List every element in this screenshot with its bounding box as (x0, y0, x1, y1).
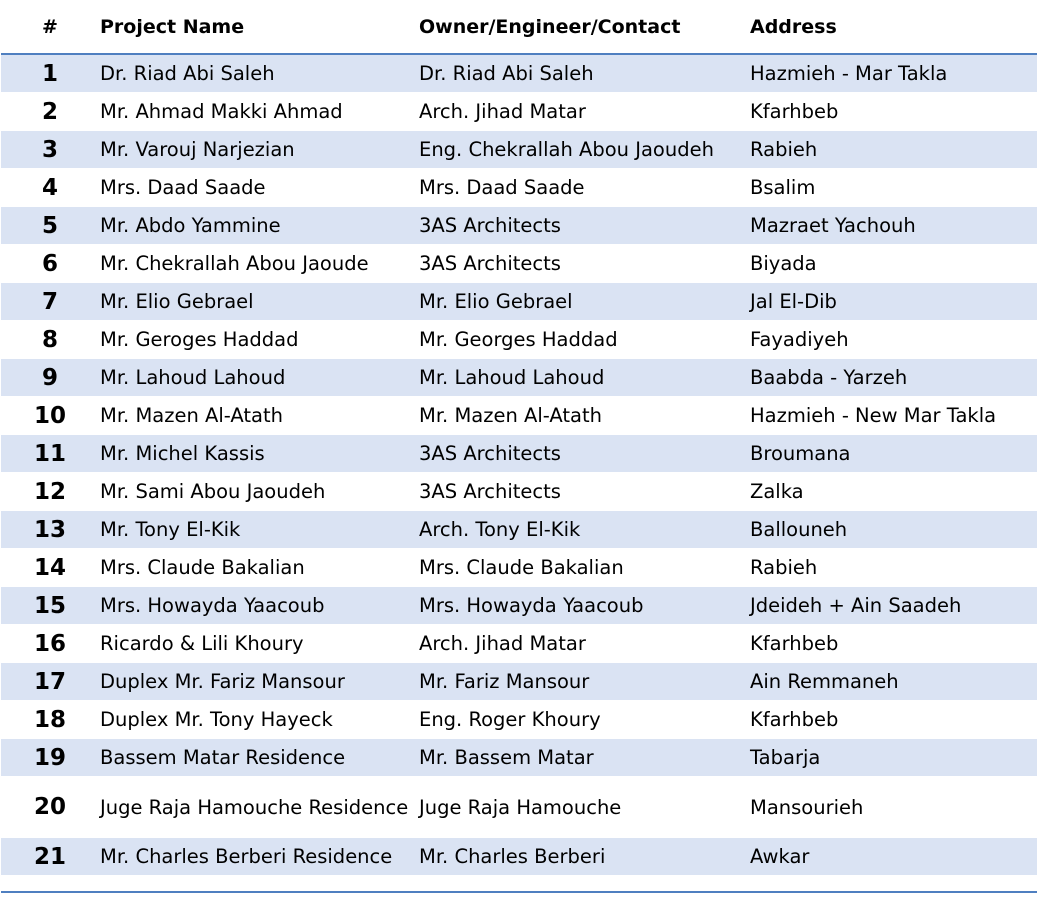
table-header (1, 0, 1037, 54)
table-row (1, 169, 1037, 207)
project-name-cell: Duplex Mr. Fariz Mansour (99, 663, 416, 701)
row-number: 14 (1, 549, 99, 587)
address-cell: Broumana (746, 435, 1037, 473)
address-cell: Baabda - Yarzeh (746, 359, 1037, 397)
row-number: 3 (1, 131, 99, 169)
table-row (1, 473, 1037, 511)
table-row (1, 435, 1037, 473)
table-row (1, 663, 1037, 701)
project-name-cell: Mr. Varouj Narjezian (99, 131, 416, 169)
project-name-cell: Bassem Matar Residence (99, 739, 416, 777)
row-number: 20 (1, 777, 99, 838)
table-row (1, 511, 1037, 549)
table-row (1, 321, 1037, 359)
address-cell: Kfarhbeb (746, 701, 1037, 739)
owner-cell: Mr. Georges Haddad (416, 321, 746, 359)
project-name-cell: Mr. Mazen Al-Atath (99, 397, 416, 435)
owner-cell: Mrs. Howayda Yaacoub (416, 587, 746, 625)
header-row (1, 0, 1037, 54)
project-name-cell: Mr. Chekrallah Abou Jaoude (99, 245, 416, 283)
table-body (1, 54, 1037, 876)
owner-cell: 3AS Architects (416, 207, 746, 245)
owner-cell: Arch. Jihad Matar (416, 625, 746, 663)
owner-cell: 3AS Architects (416, 473, 746, 511)
project-name-cell: Mrs. Howayda Yaacoub (99, 587, 416, 625)
address-cell: Jal El-Dib (746, 283, 1037, 321)
row-number: 6 (1, 245, 99, 283)
table-row (1, 587, 1037, 625)
address-cell: Biyada (746, 245, 1037, 283)
address-cell: Bsalim (746, 169, 1037, 207)
table-row (1, 397, 1037, 435)
header-number: # (1, 0, 99, 54)
row-number: 8 (1, 321, 99, 359)
project-name-cell: Mrs. Claude Bakalian (99, 549, 416, 587)
table-row (1, 777, 1037, 838)
row-number: 9 (1, 359, 99, 397)
table-row (1, 701, 1037, 739)
project-name-cell: Mr. Ahmad Makki Ahmad (99, 93, 416, 131)
address-cell: Awkar (746, 838, 1037, 876)
row-number: 16 (1, 625, 99, 663)
address-cell: Zalka (746, 473, 1037, 511)
project-name-cell: Mr. Elio Gebrael (99, 283, 416, 321)
row-number: 10 (1, 397, 99, 435)
owner-cell: Arch. Tony El-Kik (416, 511, 746, 549)
row-number: 4 (1, 169, 99, 207)
owner-cell: Mrs. Daad Saade (416, 169, 746, 207)
project-name-cell: Mrs. Daad Saade (99, 169, 416, 207)
owner-cell: 3AS Architects (416, 245, 746, 283)
address-cell: Mazraet Yachouh (746, 207, 1037, 245)
table-row (1, 207, 1037, 245)
project-name-cell: Mr. Abdo Yammine (99, 207, 416, 245)
table-row (1, 549, 1037, 587)
owner-cell: Mr. Mazen Al-Atath (416, 397, 746, 435)
row-number: 13 (1, 511, 99, 549)
bottom-rule (1, 891, 1037, 893)
row-number: 1 (1, 54, 99, 93)
project-name-cell: Mr. Michel Kassis (99, 435, 416, 473)
table-row (1, 131, 1037, 169)
owner-cell: Arch. Jihad Matar (416, 93, 746, 131)
project-name-cell: Juge Raja Hamouche Residence (99, 777, 416, 838)
owner-cell: Dr. Riad Abi Saleh (416, 54, 746, 93)
owner-cell: Mr. Fariz Mansour (416, 663, 746, 701)
owner-cell: Juge Raja Hamouche (416, 777, 746, 838)
address-cell: Kfarhbeb (746, 625, 1037, 663)
owner-cell: Mr. Bassem Matar (416, 739, 746, 777)
address-cell: Ballouneh (746, 511, 1037, 549)
row-number: 18 (1, 701, 99, 739)
owner-cell: 3AS Architects (416, 435, 746, 473)
address-cell: Mansourieh (746, 777, 1037, 838)
address-cell: Kfarhbeb (746, 93, 1037, 131)
owner-cell: Mrs. Claude Bakalian (416, 549, 746, 587)
row-number: 2 (1, 93, 99, 131)
header-address: Address (746, 0, 1037, 54)
row-number: 17 (1, 663, 99, 701)
row-number: 15 (1, 587, 99, 625)
row-number: 12 (1, 473, 99, 511)
address-cell: Hazmieh - New Mar Takla (746, 397, 1037, 435)
project-name-cell: Duplex Mr. Tony Hayeck (99, 701, 416, 739)
address-cell: Ain Remmaneh (746, 663, 1037, 701)
table-row (1, 838, 1037, 876)
row-number: 5 (1, 207, 99, 245)
project-name-cell: Mr. Charles Berberi Residence (99, 838, 416, 876)
row-number: 7 (1, 283, 99, 321)
table-row (1, 739, 1037, 777)
table-row (1, 359, 1037, 397)
table-row (1, 283, 1037, 321)
table-row (1, 54, 1037, 93)
table-row (1, 625, 1037, 663)
address-cell: Hazmieh - Mar Takla (746, 54, 1037, 93)
address-cell: Jdeideh + Ain Saadeh (746, 587, 1037, 625)
project-name-cell: Mr. Lahoud Lahoud (99, 359, 416, 397)
owner-cell: Eng. Roger Khoury (416, 701, 746, 739)
table-row (1, 93, 1037, 131)
projects-table (1, 0, 1037, 876)
row-number: 19 (1, 739, 99, 777)
project-name-cell: Ricardo & Lili Khoury (99, 625, 416, 663)
owner-cell: Mr. Lahoud Lahoud (416, 359, 746, 397)
address-cell: Rabieh (746, 131, 1037, 169)
project-name-cell: Mr. Tony El-Kik (99, 511, 416, 549)
header-project-name: Project Name (99, 0, 416, 54)
table-row (1, 245, 1037, 283)
project-name-cell: Mr. Geroges Haddad (99, 321, 416, 359)
project-name-cell: Mr. Sami Abou Jaoudeh (99, 473, 416, 511)
header-owner: Owner/Engineer/Contact (416, 0, 746, 54)
project-name-cell: Dr. Riad Abi Saleh (99, 54, 416, 93)
address-cell: Rabieh (746, 549, 1037, 587)
row-number: 21 (1, 838, 99, 876)
owner-cell: Eng. Chekrallah Abou Jaoudeh (416, 131, 746, 169)
owner-cell: Mr. Elio Gebrael (416, 283, 746, 321)
address-cell: Tabarja (746, 739, 1037, 777)
address-cell: Fayadiyeh (746, 321, 1037, 359)
row-number: 11 (1, 435, 99, 473)
owner-cell: Mr. Charles Berberi (416, 838, 746, 876)
